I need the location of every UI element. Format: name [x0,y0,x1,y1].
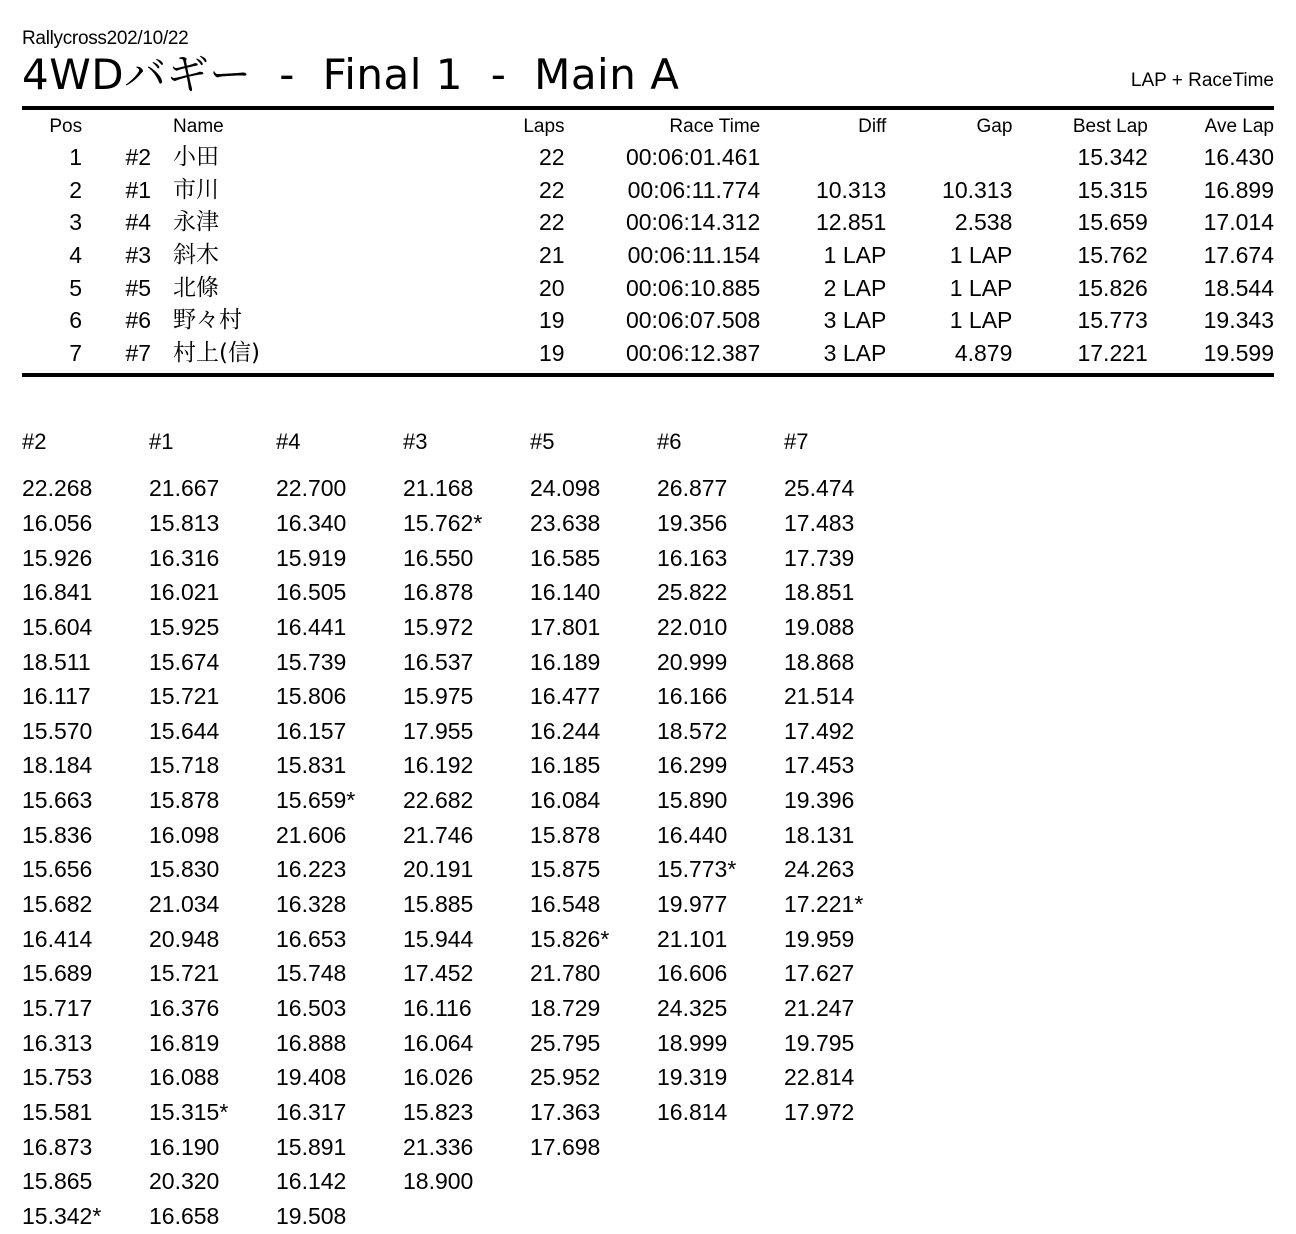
lap-time-cell: 17.627 [784,960,855,987]
lap-time-cell: 17.452 [403,960,474,987]
lap-time-cell: 24.263 [784,856,855,883]
lap-row [22,818,911,853]
column-header-gap: Gap [976,116,1013,138]
lap-time-cell: 25.822 [657,579,728,606]
lap-time-cell: 18.511 [22,648,91,675]
table-row [22,337,1274,370]
lap-time-cell: 16.084 [530,787,601,814]
cell-racetime: 00:06:01.461 [625,144,761,171]
lap-time-cell: 16.537 [403,648,474,675]
lap-time-cell: 16.313 [22,1029,93,1056]
lap-row [22,852,911,887]
lap-time-cell: 15.836 [22,821,93,848]
lap-time-cell: 21.336 [403,1133,474,1160]
lap-row [22,1130,911,1165]
lap-time-cell: 17.363 [530,1099,601,1126]
lap-time-cell: 16.873 [22,1133,93,1160]
lap-time-cell: 17.698 [530,1133,601,1160]
lap-time-cell: 22.010 [657,613,728,640]
lap-time-cell: 16.440 [657,821,728,848]
cell-racetime: 00:06:11.154 [627,241,761,268]
table-row [22,206,1274,239]
lap-time-cell: 21.606 [276,821,347,848]
lap-time-cell [657,1199,784,1234]
lap-column-header-3: #4 [276,429,301,455]
cell-laps: 19 [538,339,565,366]
lap-time-cell: 16.299 [657,752,728,779]
column-header-diff: Diff [858,116,887,138]
lap-row [22,714,911,749]
lap-time-cell: 16.585 [530,544,601,571]
cell-name: 野々村 [173,307,243,334]
column-header-laps: Laps [523,116,565,138]
lap-time-cell: 19.977 [657,891,728,918]
lap-row [22,1199,911,1234]
lap-time-cell: 15.826* [530,925,610,952]
lap-time-cell: 23.638 [530,509,601,536]
cell-gap: 2.538 [954,209,1013,236]
cell-gap: 1 LAP [949,241,1013,268]
lap-time-cell: 15.739 [276,648,347,675]
lap-time-cell: 22.814 [784,1064,855,1091]
lap-time-cell: 16.185 [530,752,601,779]
lap-time-cell: 16.088 [149,1064,220,1091]
lap-time-cell: 24.098 [530,475,601,502]
lap-time-cell: 16.819 [149,1029,220,1056]
cell-number: #6 [125,307,152,334]
lap-time-cell: 16.503 [276,995,347,1022]
column-header-name: Name [173,116,224,138]
lap-time-cell: 15.315* [149,1099,229,1126]
cell-laps: 22 [538,209,565,236]
lap-time-cell: 20.320 [149,1168,220,1195]
lap-time-cell: 21.514 [784,683,855,710]
lap-row [22,679,911,714]
lap-time-cell [530,1199,657,1234]
cell-pos: 2 [69,176,83,203]
lap-time-cell: 15.342* [22,1203,102,1230]
lap-time-cell: 15.773* [657,856,737,883]
cell-name: 斜木 [173,241,220,268]
table-row [22,141,1274,174]
lap-time-cell: 17.453 [784,752,855,779]
lap-time-cell: 16.888 [276,1029,347,1056]
cell-diff: 3 LAP [823,307,887,334]
lap-row [22,506,911,541]
lap-time-cell: 15.878 [530,821,601,848]
lap-time-cell: 16.414 [22,925,93,952]
cell-number: #4 [125,209,152,236]
cell-pos: 3 [69,209,83,236]
cell-avelap: 17.014 [1203,209,1274,236]
lap-time-cell: 16.142 [276,1168,347,1195]
lap-time-cell: 17.492 [784,717,855,744]
lap-time-cell: 15.570 [22,717,93,744]
lap-time-cell: 19.959 [784,925,855,952]
lap-time-cell: 15.813 [149,509,220,536]
cell-number: #3 [125,241,152,268]
lap-time-cell [530,1164,657,1199]
table-row [22,272,1274,305]
lap-time-cell: 15.975 [403,683,474,710]
lap-time-cell: 16.376 [149,995,220,1022]
lap-time-cell: 18.900 [403,1168,474,1195]
lap-time-cell: 15.878 [149,787,220,814]
lap-time-cell: 15.830 [149,856,220,883]
lap-row [22,887,911,922]
lap-time-cell: 19.795 [784,1029,855,1056]
cell-diff: 1 LAP [823,241,887,268]
cell-diff: 3 LAP [823,339,887,366]
lap-time-cell: 21.034 [149,891,220,918]
lap-time-cell: 21.780 [530,960,601,987]
lap-time-cell: 19.408 [276,1064,347,1091]
column-header-bestlap: Best Lap [1072,116,1148,138]
cell-name: 永津 [173,209,220,236]
cell-laps: 20 [538,274,565,301]
lap-time-cell: 16.157 [276,717,347,744]
lap-header-row [22,429,911,471]
lap-time-cell: 16.021 [149,579,220,606]
lap-time-cell: 16.505 [276,579,347,606]
cell-avelap: 16.430 [1203,144,1274,171]
cell-avelap: 19.599 [1203,339,1274,366]
lap-column-header-4: #3 [403,429,428,455]
lap-time-cell: 15.919 [276,544,347,571]
lap-time-cell: 16.653 [276,925,347,952]
lap-column-header-7: #7 [784,429,809,455]
lap-time-cell: 16.117 [22,683,91,710]
lap-time-cell: 16.477 [530,683,601,710]
lap-time-cell: 16.223 [276,856,347,883]
lap-row [22,991,911,1026]
lap-time-cell: 21.746 [403,821,474,848]
cell-name: 村上(信) [173,339,260,366]
lap-row [22,645,911,680]
cell-diff [760,141,886,174]
lap-time-cell: 17.801 [530,613,601,640]
lap-time-cell: 15.891 [276,1133,347,1160]
lap-column-header-5: #5 [530,429,555,455]
lap-row [22,783,911,818]
cell-racetime: 00:06:10.885 [625,274,761,301]
cell-avelap: 17.674 [1203,241,1274,268]
lap-time-cell [403,1199,530,1234]
cell-gap [886,141,1012,174]
lap-time-cell: 15.682 [22,891,93,918]
results-divider [22,373,1274,377]
lap-time-cell: 19.356 [657,509,728,536]
lap-times-table [22,429,911,1233]
lap-time-cell [657,1164,784,1199]
cell-name: 市川 [173,176,220,203]
lap-time-cell: 19.088 [784,613,855,640]
lap-time-cell: 15.674 [149,648,220,675]
lap-time-cell: 16.878 [403,579,474,606]
lap-time-cell: 16.814 [657,1099,728,1126]
lap-time-cell: 16.026 [403,1064,474,1091]
lap-time-cell: 15.823 [403,1099,474,1126]
lap-time-cell: 15.944 [403,925,474,952]
lap-time-cell: 15.659* [276,787,356,814]
lap-time-cell [657,1130,784,1165]
lap-time-cell: 26.877 [657,475,728,502]
cell-laps: 22 [538,176,565,203]
lap-time-cell: 15.717 [22,995,93,1022]
lap-time-cell: 16.056 [22,509,93,536]
lap-time-cell: 15.762* [403,509,483,536]
page-title: 4WDバギー - Final 1 - Main A [22,50,680,99]
cell-bestlap: 15.773 [1077,307,1148,334]
lap-time-cell: 16.317 [276,1099,347,1126]
lap-time-cell: 25.952 [530,1064,601,1091]
lap-time-cell: 15.644 [149,717,220,744]
lap-time-cell: 16.340 [276,509,347,536]
cell-racetime: 00:06:07.508 [625,307,761,334]
lap-time-cell [784,1164,911,1199]
lap-time-cell: 15.865 [22,1168,93,1195]
lap-time-cell: 15.890 [657,787,728,814]
lap-time-cell: 16.548 [530,891,601,918]
lap-time-cell: 16.163 [657,544,728,571]
lap-time-cell: 16.192 [403,752,474,779]
lap-time-cell: 15.885 [403,891,474,918]
lap-time-cell: 21.247 [784,995,855,1022]
lap-time-cell: 15.753 [22,1064,93,1091]
lap-time-cell: 25.795 [530,1029,601,1056]
cell-number: #1 [125,176,152,203]
lap-time-cell: 17.739 [784,544,855,571]
cell-diff: 2 LAP [823,274,887,301]
lap-row [22,541,911,576]
lap-time-cell: 20.948 [149,925,220,952]
lap-time-cell: 16.098 [149,821,220,848]
lap-time-cell: 15.831 [276,752,347,779]
column-header-racetime: Race Time [669,116,761,138]
lap-time-cell: 19.508 [276,1203,347,1230]
lap-row [22,471,911,506]
cell-gap: 10.313 [942,176,1013,203]
cell-gap: 1 LAP [949,274,1013,301]
table-row [22,304,1274,337]
lap-time-cell: 16.606 [657,960,728,987]
cell-bestlap: 15.342 [1077,144,1148,171]
cell-racetime: 00:06:11.774 [627,176,761,203]
cell-name: 北條 [173,274,220,301]
lap-time-cell: 16.244 [530,717,601,744]
cell-number: #7 [125,339,152,366]
lap-time-cell: 21.101 [657,925,728,952]
cell-number: #5 [125,274,152,301]
lap-time-cell: 18.868 [784,648,855,675]
column-header-pos: Pos [49,116,83,138]
lap-time-cell: 15.604 [22,613,93,640]
cell-laps: 19 [538,307,565,334]
lap-time-cell: 15.926 [22,544,93,571]
lap-time-cell: 18.131 [784,821,855,848]
cell-diff: 12.851 [815,209,887,236]
cell-gap: 1 LAP [949,307,1013,334]
cell-bestlap: 17.221 [1077,339,1148,366]
cell-pos: 4 [69,241,83,268]
lap-time-cell: 16.064 [403,1029,474,1056]
lap-time-cell: 22.268 [22,475,93,502]
lap-time-cell: 15.748 [276,960,347,987]
lap-time-cell: 25.474 [784,475,855,502]
lap-time-cell: 18.572 [657,717,728,744]
results-header-row [22,110,1274,141]
cell-avelap: 18.544 [1203,274,1274,301]
lap-time-cell: 16.841 [22,579,93,606]
lap-time-cell: 16.140 [530,579,601,606]
lap-time-cell: 18.729 [530,995,601,1022]
lap-time-cell: 16.190 [149,1133,220,1160]
lap-row [22,1164,911,1199]
cell-bestlap: 15.315 [1077,176,1148,203]
lap-time-cell: 15.721 [149,960,220,987]
lap-time-cell: 18.851 [784,579,855,606]
cell-pos: 1 [69,144,83,171]
lap-time-cell: 15.806 [276,683,347,710]
lap-time-cell: 15.689 [22,960,93,987]
lap-time-cell: 21.168 [403,475,474,502]
lap-row [22,1095,911,1130]
cell-bestlap: 15.762 [1077,241,1148,268]
lap-time-cell: 16.441 [276,613,347,640]
lap-row [22,1026,911,1061]
column-header-avelap: Ave Lap [1204,116,1274,138]
lap-column-header-2: #1 [149,429,174,455]
cell-pos: 5 [69,274,83,301]
lap-time-cell: 21.667 [149,475,220,502]
lap-column-header-1: #2 [22,429,47,455]
lap-time-cell: 22.700 [276,475,347,502]
cell-racetime: 00:06:12.387 [625,339,761,366]
table-row [22,174,1274,207]
lap-time-cell: 16.166 [657,683,728,710]
lap-time-cell: 15.581 [22,1099,93,1126]
cell-laps: 21 [538,241,565,268]
lap-time-cell: 15.875 [530,856,601,883]
lap-time-cell: 15.972 [403,613,474,640]
lap-row [22,610,911,645]
table-row [22,239,1274,272]
lap-row [22,922,911,957]
cell-bestlap: 15.659 [1077,209,1148,236]
cell-avelap: 16.899 [1203,176,1274,203]
lap-row [22,748,911,783]
lap-column-header-6: #6 [657,429,682,455]
lap-time-cell: 20.191 [403,856,474,883]
lap-time-cell: 16.328 [276,891,347,918]
lap-time-cell: 24.325 [657,995,728,1022]
lap-row [22,956,911,991]
lap-time-cell: 16.116 [403,995,472,1022]
cell-bestlap: 15.826 [1077,274,1148,301]
lap-time-cell [784,1130,911,1165]
lap-time-cell: 17.221* [784,891,864,918]
cell-laps: 22 [538,144,565,171]
lap-time-cell: 20.999 [657,648,728,675]
cell-name: 小田 [173,144,220,171]
lap-time-cell: 16.189 [530,648,601,675]
lap-time-cell [784,1199,911,1234]
lap-time-cell: 18.184 [22,752,93,779]
cell-number: #2 [125,144,152,171]
cell-gap: 4.879 [954,339,1013,366]
lap-time-cell: 18.999 [657,1029,728,1056]
lap-times-section [22,429,1274,1233]
lap-time-cell: 15.925 [149,613,220,640]
event-label: Rallycross202/10/22 [22,28,189,49]
lap-time-cell: 15.663 [22,787,93,814]
lap-time-cell: 17.483 [784,509,855,536]
cell-pos: 7 [69,339,83,366]
lap-time-cell: 19.319 [657,1064,728,1091]
timing-mode-label: LAP + RaceTime [1130,70,1274,92]
title-row [22,52,1274,98]
cell-diff: 10.313 [815,176,887,203]
lap-time-cell: 16.316 [149,544,220,571]
lap-time-cell: 16.550 [403,544,474,571]
cell-avelap: 19.343 [1203,307,1274,334]
lap-row [22,1060,911,1095]
lap-time-cell: 17.972 [784,1099,855,1126]
lap-time-cell: 15.656 [22,856,93,883]
column-header-number [82,110,151,141]
results-table [22,110,1274,369]
lap-time-cell: 15.721 [149,683,220,710]
lap-time-cell: 17.955 [403,717,474,744]
lap-row [22,575,911,610]
lap-time-cell: 22.682 [403,787,474,814]
cell-racetime: 00:06:14.312 [625,209,761,236]
lap-time-cell: 15.718 [149,752,220,779]
lap-time-cell: 19.396 [784,787,855,814]
cell-pos: 6 [69,307,83,334]
lap-time-cell: 16.658 [149,1203,220,1230]
